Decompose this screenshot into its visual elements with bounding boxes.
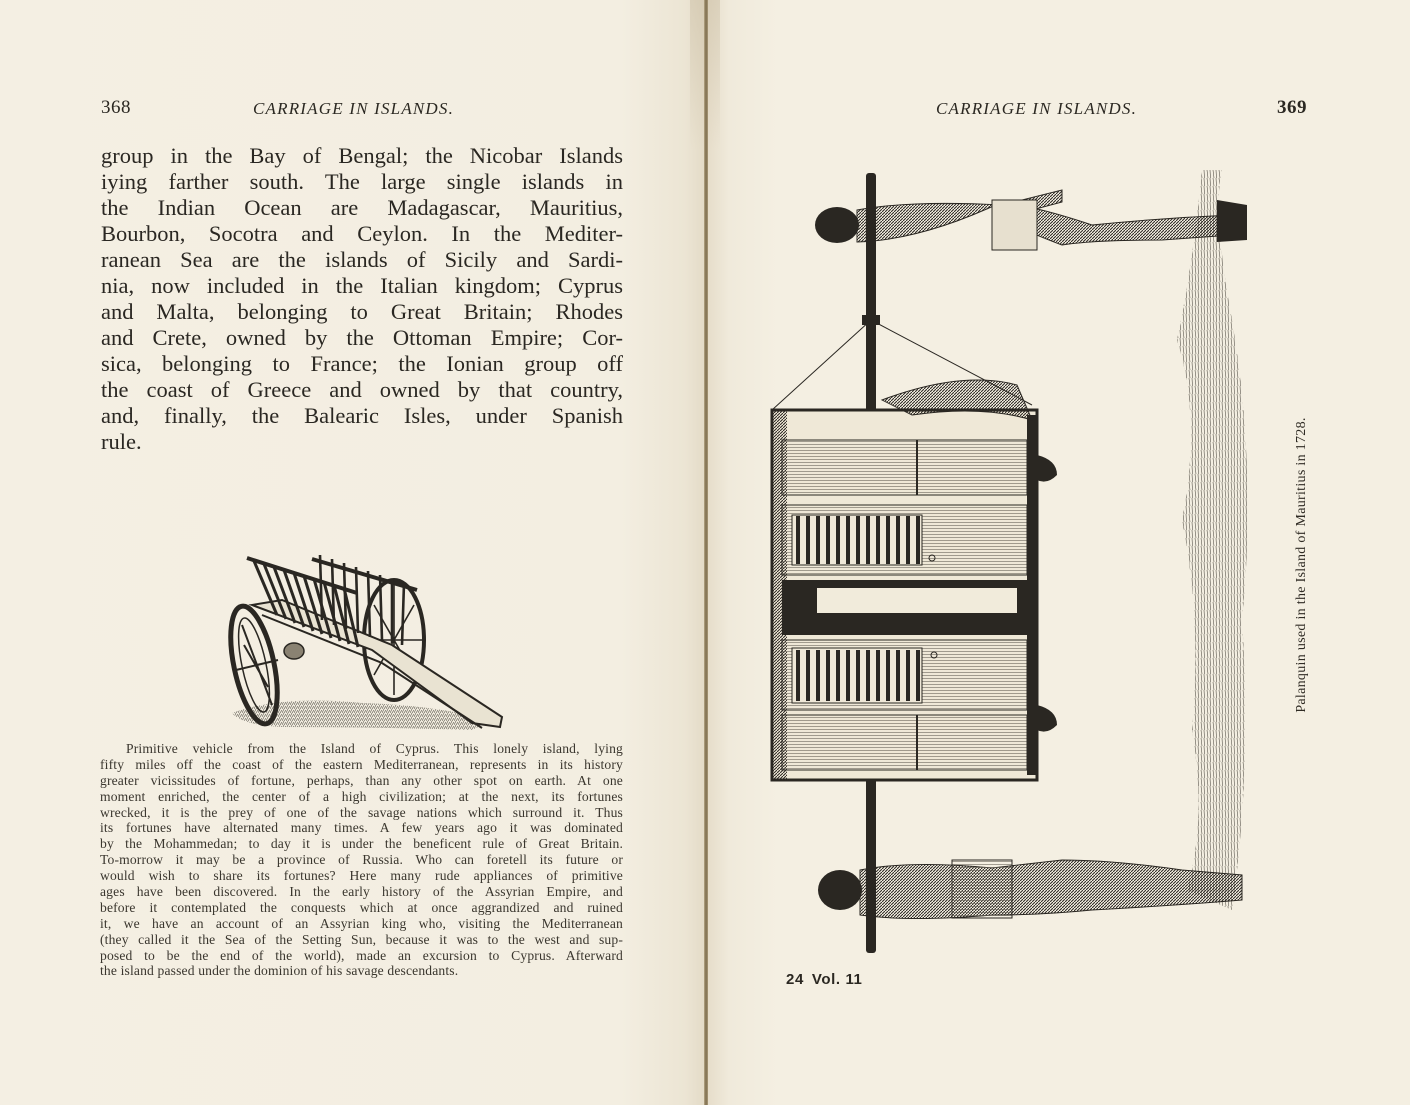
book-gutter xyxy=(704,0,708,1105)
running-head-left: CARRIAGE IN ISLANDS. xyxy=(253,99,455,118)
caption-line: by the Mohammedan; to day it is under the beneficent rule of Great Britain. xyxy=(100,836,623,852)
caption-line: its fortunes have alternated many times. A few years ago it was dominated xyxy=(100,820,623,836)
caption-line: fifty miles off the coast of the eastern Mediterranean, represents in its history xyxy=(100,756,623,772)
figure-caption-cart xyxy=(100,741,623,979)
caption-line: wrecked, it is the prey of one of the savage nations which surround it. Thus xyxy=(100,804,623,820)
body-line: group in the Bay of Bengal; the Nicobar Islands xyxy=(101,143,623,168)
body-line: nia, now included in the Italian kingdom; Cyprus xyxy=(101,273,623,298)
caption-line: Primitive vehicle from the Island of Cyprus. This lonely island, lying xyxy=(126,741,623,756)
body-line: iying farther south. The large single islands in xyxy=(101,169,623,194)
body-line: the Indian Ocean are Madagascar, Mauritius, xyxy=(101,195,623,220)
cart-engraving-icon xyxy=(222,545,507,735)
primitive-cart-illustration xyxy=(222,545,507,735)
body-line: sica, belonging to France; the Ionian group off xyxy=(101,351,623,376)
caption-line: it, we have an account of an Assyrian king who, visiting the Mediterranean xyxy=(100,915,623,931)
caption-line: the island passed under the dominion of his savage descendants. xyxy=(100,963,459,979)
body-line: rule. xyxy=(101,429,142,454)
body-line: ranean Sea are the islands of Sicily and Sardi- xyxy=(101,247,623,272)
body-line: and Malta, belonging to Great Britain; Rhodes xyxy=(101,299,623,324)
palanquin-illustration xyxy=(762,170,1282,960)
caption-line: ages have been discovered. In the early history of the Assyrian Empire, and xyxy=(100,884,623,900)
caption-line: before it contemplated the conquests which at once aggrandized and ruined xyxy=(100,899,623,915)
body-line: Bourbon, Socotra and Ceylon. In the Mediter- xyxy=(101,221,623,246)
caption-line: would wish to share its fortunes? Here many rude appliances of primitive xyxy=(100,868,623,884)
caption-line: moment enriched, the center of a high civilization; at the next, its fortunes xyxy=(100,788,623,804)
caption-line: greater vicissitudes of fortune, perhaps, than any other spot on earth. At one xyxy=(100,772,623,788)
body-paragraph xyxy=(101,143,623,455)
caption-line: posed to be the end of the world), made an excursion to Cyprus. Afterward xyxy=(100,947,623,963)
page-number-left: 368 xyxy=(101,97,131,118)
figure-caption-palanquin: Palanquin used in the Island of Mauritius in 1728. xyxy=(1294,417,1309,713)
body-line: and, finally, the Balearic Isles, under Spanish xyxy=(101,403,623,428)
signature-mark xyxy=(786,971,863,988)
running-head-right: CARRIAGE IN ISLANDS. xyxy=(936,99,1138,118)
caption-line: (they called it the Sea of the Setting Sun, because it was to the west and sup- xyxy=(100,931,623,947)
signature-volume: Vol. 11 xyxy=(811,971,863,988)
body-line: the coast of Greece and owned by that country, xyxy=(101,377,623,402)
page-number-right: 369 xyxy=(1277,97,1307,118)
signature-number: 24 xyxy=(786,971,804,988)
palanquin-engraving-icon xyxy=(762,170,1282,960)
caption-line: To-morrow it may be a province of Russia. Who can foretell its future or xyxy=(100,852,623,868)
body-line: and Crete, owned by the Ottoman Empire; Cor- xyxy=(101,325,623,350)
